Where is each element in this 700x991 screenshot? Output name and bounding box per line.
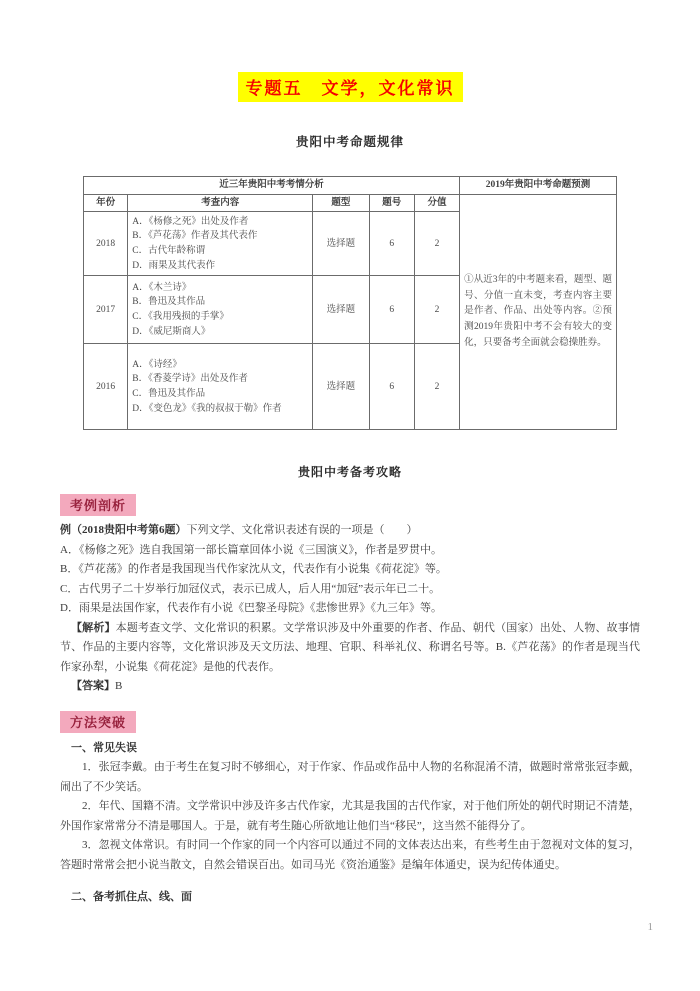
content-cell [128,212,313,276]
strategy-heading: 贵阳中考备考攻略 [297,465,402,480]
col-header-score: 分值 [414,194,459,212]
option-c: C．古代男子二十岁举行加冠仪式，表示已成人，后人用“加冠”表示年已二十。 [60,582,441,595]
content-cell [128,344,313,430]
content-line: C．《我用残损的手掌》 [132,311,229,322]
content-line: A．《木兰诗》 [132,282,192,293]
year-cell: 2016 [84,344,128,430]
content-line: D．《威尼斯商人》 [132,326,211,337]
answer-line [60,677,640,697]
method-subhead-1: 一、常见失误 [71,741,137,754]
question-source: 例（2018贵阳中考第6题） [60,524,187,537]
answer-value: B [115,680,123,693]
method-subhead-2: 二、备考抓住点、线、面 [71,891,192,904]
col-header-year: 年份 [84,194,128,212]
analysis-paragraph [60,619,640,678]
score-cell: 2 [414,212,459,276]
col-header-content: 考查内容 [128,194,313,212]
question-text: 下列文学、文化常识表述有误的一项是（ ） [186,524,418,537]
content-line: C．鲁迅及其作品 [132,388,206,399]
prediction-cell: ①从近3年的中考题来看，题型、题号、分值一直未变，考查内容主要是作者、作品、出处等内容。②预测2019年贵阳中考不会有较大的变化，只要备考全面就会稳操胜券。 [460,194,617,430]
content-line: C．古代年龄称谓 [132,245,206,256]
analysis-label: 【解析】 [71,621,116,634]
type-cell: 选择题 [313,344,369,430]
example-section-tag: 考例剖析 [60,494,136,516]
title-row [0,0,700,102]
method-paragraph-1: 1．张冠李戴。由于考生在复习时不够细心，对于作家、作品或作品中人物的名称混淆不清，做题时常常张冠李戴，闹出了不少笑话。 [60,761,640,793]
number-cell: 6 [369,276,414,344]
option-d: D．雨果是法国作家，代表作有小说《巴黎圣母院》《悲惨世界》《九三年》等。 [60,602,442,615]
example-question [60,521,640,541]
table-span-header-left: 近三年贵阳中考考情分析 [84,177,460,195]
content-line: B．鲁迅及其作品 [132,297,206,308]
option-b: B．《芦花荡》的作者是我国现当代作家沈从文，代表作有小说集《荷花淀》等。 [60,563,447,576]
content-line: B．《香菱学诗》出处及作者 [132,374,248,385]
type-cell: 选择题 [313,212,369,276]
method-section-tag: 方法突破 [60,711,136,733]
year-cell: 2017 [84,276,128,344]
content-line: A．《杨修之死》出处及作者 [132,216,249,227]
law-heading: 贵阳中考命题规律 [295,135,404,149]
body-column [60,480,640,908]
method-paragraph-3: 3．忽视文体常识。有时同一个作家的同一个内容可以通过不同的文体表达出来，有些考生由于忽视对文体的复习，答题时常常会把小说当散文，自然会错误百出。如司马光《资治通鉴》是编年体通史，误为纪传体通史。 [60,839,640,871]
exam-analysis-table [83,176,617,430]
score-cell: 2 [414,276,459,344]
content-line: D．雨果及其代表作 [132,260,216,271]
page-title: 专题五 文学，文化常识 [238,72,463,102]
content-line: A．《诗经》 [132,359,182,370]
page-number: 1 [647,921,653,933]
analysis-text: 本题考查文学、文化常识的积累。文学常识涉及中外重要的作者、作品、朝代（国家）出处、人物、故事情节、作品的主要内容等，文化常识涉及天文历法、地理、官职、科举礼仪、称谓名号等。B.《芦花荡》的作者是现当代作家孙犁，小说集《荷花淀》是他的代表作。 [60,621,640,673]
score-cell: 2 [414,344,459,430]
option-a: A．《杨修之死》选自我国第一部长篇章回体小说《三国演义》，作者是罗贯中。 [60,543,442,556]
answer-label: 【答案】 [71,680,115,693]
content-line: B．《芦花荡》作者及其代表作 [132,231,258,242]
number-cell: 6 [369,344,414,430]
table-span-header-right: 2019年贵阳中考命题预测 [460,177,617,195]
content-cell [128,276,313,344]
year-cell: 2018 [84,212,128,276]
number-cell: 6 [369,212,414,276]
col-header-number: 题号 [369,194,414,212]
content-line: D．《变色龙》《我的叔叔于勒》作者 [132,403,282,414]
method-paragraph-2: 2．年代、国籍不清。文学常识中涉及许多古代作家，尤其是我国的古代作家，对于他们所处的朝代时期记不清楚，外国作家常常分不清是哪国人。于是，就有考生随心所欲地让他们当“移民”，这当然不能得分了。 [60,800,640,832]
col-header-type: 题型 [313,194,369,212]
type-cell: 选择题 [313,276,369,344]
